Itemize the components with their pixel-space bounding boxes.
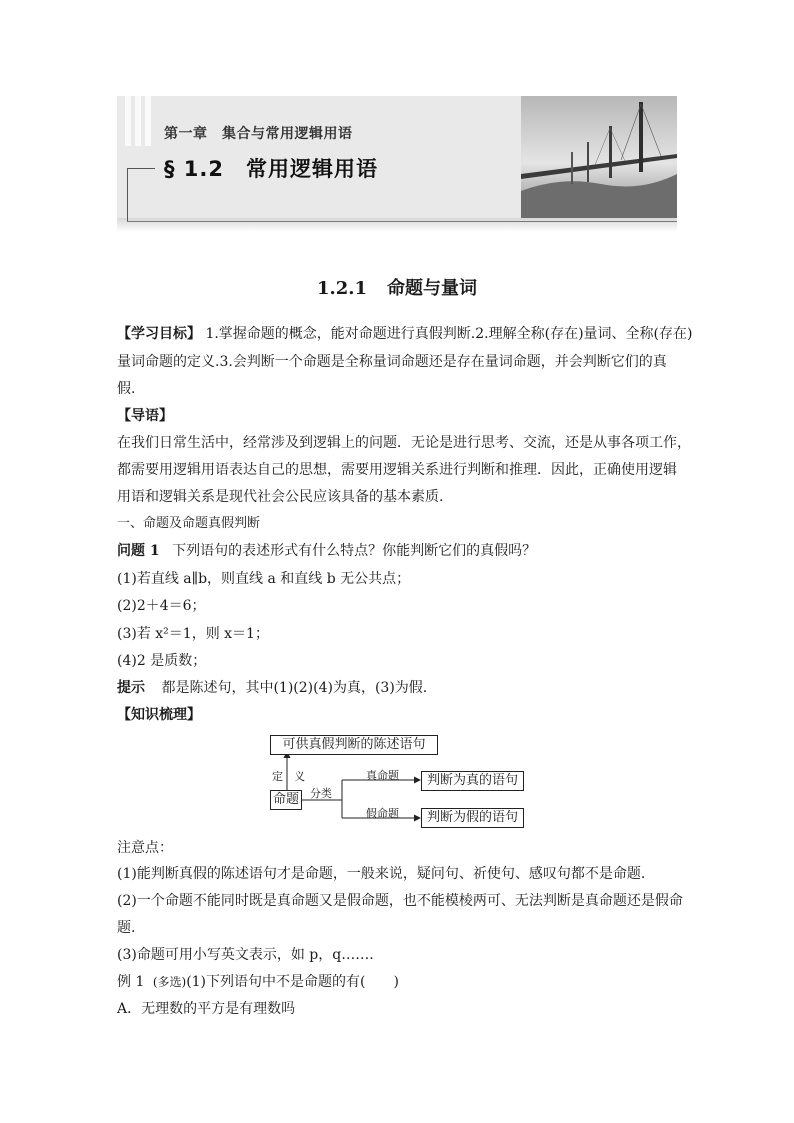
bracket-line <box>127 168 155 169</box>
notes-line: (3)命题可用小写英文表示，如 p，q……. <box>117 947 374 963</box>
intro-line: 用语和逻辑关系是现代社会公民应该具备的基本素质. <box>117 489 444 505</box>
false-proposition-label: 假命题 <box>366 807 399 820</box>
proposition-box: 命题 <box>270 790 302 810</box>
hint-line <box>117 678 427 698</box>
intro-line: 都需要用逻辑用语表达自己的思想，需要用逻辑关系进行判断和推理．因此，正确使用逻辑 <box>117 462 677 478</box>
section-heading: 一、命题及命题真假判断 <box>117 516 261 531</box>
intro-label: 【导语】 <box>117 408 173 424</box>
banner-decoration <box>125 96 165 146</box>
intro-line: 在我们日常生活中，经常涉及到逻辑上的问题．无论是进行思考、交流，还是从事各项工作， <box>117 435 691 451</box>
knowledge-label: 【知识梳理】 <box>117 707 201 723</box>
definition-label: 定 义 <box>272 770 305 783</box>
hint-label: 提示 <box>117 680 145 696</box>
question-item: (4)2 是质数； <box>117 653 207 669</box>
goals-label: 【学习目标】 <box>117 326 201 342</box>
question-item: (3)若 x²＝1，则 x＝1； <box>117 626 269 642</box>
false-statement-box: 判断为假的语句 <box>421 808 524 828</box>
goals-text: 1.掌握命题的概念，能对命题进行真假判断.2.理解全称(存在)量词、全称(存在) <box>205 326 693 342</box>
hint-text: 都是陈述句，其中(1)(2)(4)为真，(3)为假. <box>161 680 428 696</box>
lesson-number: 1.2.1 <box>316 278 368 299</box>
true-statement-box: 判断为真的语句 <box>421 771 524 791</box>
goals-line: 量词命题的定义.3.会判断一个命题是全称量词命题还是存在量词命题，并会判断它们的真 <box>117 354 667 370</box>
example-line <box>117 972 399 992</box>
example-text: (1)下列语句中不是命题的有( ) <box>186 974 399 990</box>
notes-label: 注意点： <box>117 840 173 856</box>
goals-line: 假. <box>117 381 136 397</box>
example-tag: (多选) <box>152 975 187 989</box>
question-label: 问题 1 <box>117 543 160 559</box>
lesson-title <box>0 274 794 300</box>
example-label: 例 1 <box>117 974 145 990</box>
lesson-name: 命题与量词 <box>387 278 478 299</box>
bracket-line <box>127 168 128 222</box>
bridge-photo <box>521 96 677 218</box>
section-title: § 1.2 常用逻辑用语 <box>164 157 379 181</box>
chapter-title: 第一章 集合与常用逻辑用语 <box>164 126 353 142</box>
example-option-a: A．无理数的平方是有理数吗 <box>117 1001 296 1017</box>
question-item: (2)2＋4＝6； <box>117 598 206 614</box>
question-line <box>117 541 536 561</box>
question-item: (1)若直线 a∥b，则直线 a 和直线 b 无公共点； <box>117 571 411 587</box>
classify-label: 分类 <box>310 787 332 800</box>
true-proposition-label: 真命题 <box>366 769 399 782</box>
notes-line: (2)一个命题不能同时既是真命题又是假命题，也不能模棱两可、无法判断是真命题还是假命 <box>117 893 683 909</box>
definition-box: 可供真假判断的陈述语句 <box>270 735 438 755</box>
bracket-line <box>127 221 677 222</box>
notes-line: (1)能判断真假的陈述语句才是命题，一般来说，疑问句、祈使句、感叹句都不是命题. <box>117 866 646 882</box>
question-text: 下列语句的表述形式有什么特点？你能判断它们的真假吗？ <box>172 543 537 559</box>
notes-line: 题. <box>117 920 136 936</box>
goals-line <box>117 324 692 344</box>
